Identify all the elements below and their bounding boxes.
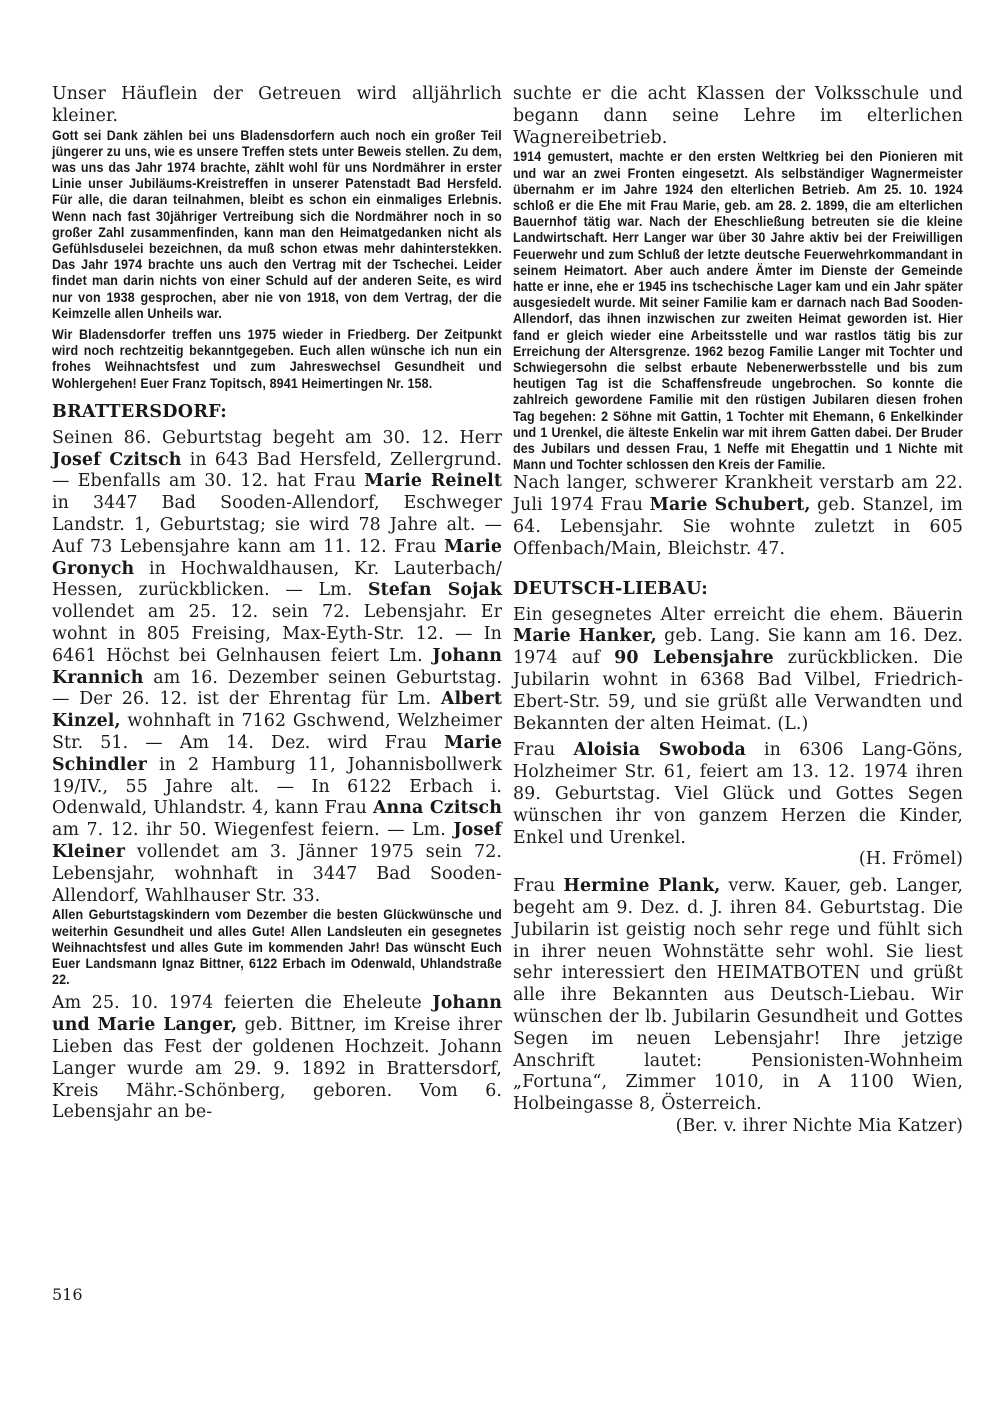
person-name: Marie Schindler xyxy=(52,733,502,775)
person-name: Marie Gronych xyxy=(52,536,502,579)
text: in 6306 Lang-Göns, Holzheimer Str. 61, feiert am 13. 12. 1974 ihren 89. Geburtstag. Viel Glück und Gottes Segen wünschen ihr von ganzem Herzen die Kinder, Enkel und Urenkel. xyxy=(513,740,963,848)
person-name: Stefan Sojak xyxy=(367,580,502,601)
biography-paragraph: 1914 gemustert, machte er den ersten Weltkrieg bei den Pionieren mit und war an zwei Fronten eingesetzt. Als selbständiger Wagnermeister übernahm er im Jahre 1924 den elterlichen Betrieb. Am 25. 10. 1924 schloß er die Ehe mit Frau Marie, geb. am 28. 2. 1899, die am elterlichen Bauernhof tätig war. Nach der Eheschließung betreuten sie die kleine Landwirtschaft. Herr Langer war über 30 Jahre aktiv bei der Freiwilligen Feuerwehr und zum Schluß der letzte deutsche Feuerwehrkommandant in seinem Heimatort. Aber auch andere Ämter im Dienste der Gemeinde hatte er inne, ehe er 1945 ins tschechische Lager kam und ein Jahr später ausgesiedelt wurde. Mit seiner Familie kam er darnach nach Bad Sooden-Allendorf, das ihnen inzwischen zur zweiten Heimat geworden ist. Hier fand er gleich wieder eine Arbeitsstelle und war rastlos tätig bis zur Erreichung der Altersgrenze. 1962 bezog Familie Langer mit Tochter und Schwiegersohn die selbst erbaute Nebenerwerbsstelle und bis zum heutigen Tag ist die Schaffensfreude ungebrochen. So konnte die zahlreich gewordene Familie mit den rüstigen Jubilaren diesen frohen Tag begehen: 2 Söhne mit Gattin, 1 Tochter mit Ehemann, 6 Enkelkinder und 1 Urenkel, die älteste Enkelin war mit ihrem Gatten dabei. Der Bruder des Jubilars und dessen Frau, 1 Neffe mit Ehegattin und 1 Nichte mit Mann und Tochter schlossen den Kreis der Familie. xyxy=(513,149,963,473)
person-name: Josef Czitsch xyxy=(52,449,182,470)
author-name: Topitsch, xyxy=(210,375,266,391)
person-name: Marie Reinelt xyxy=(364,471,502,492)
left-column xyxy=(52,84,502,1124)
text: Der Zeitpunkt wird noch rechtzeitig bekanntgegeben. Euch allen wünsche ich nun ein frohes Weihnachtsfest und zum Jahreswechsel Gesundheit und Wohlergehen! Euer Franz xyxy=(52,327,502,391)
text: in 2 Hamburg 11, Johannisbollwerk 19/IV., 55 Jahre alt. — In 6122 Erbach i. Odenwald, Uhlandstr. 4, kann Frau xyxy=(52,754,502,819)
text: am 16. Dezember seinen Geburtstag. — Der 26. 12. ist der Ehrentag für Lm. xyxy=(52,667,502,710)
text: Nach langer, schwerer Krankheit verstarb am 22. Juli 1974 Frau xyxy=(513,473,963,516)
text: in 3447 Bad Sooden-Allendorf, Eschweger Landstr. 1, Geburtstag; sie wird 78 Jahre alt. — Auf 73 Lebensjahre kann am 11. 12. Frau xyxy=(52,493,502,557)
text: in Hochwaldhausen, Kr. Lauterbach/ Hessen, zurückblicken. — Lm. xyxy=(52,558,502,601)
text: Wir Bladensdorfer treffen uns xyxy=(52,327,248,343)
page-number: 516 xyxy=(52,1285,83,1304)
bladensdorf-paragraph: Gott sei Dank zählen bei uns Bladensdorfern auch noch ein großer Teil jüngerer zu uns, wie es unsere Treffen stets unter Beweis stellen. Zu dem, was uns das Jahr 1974 brachte, zählt wohl für uns Nordmährer in erster Linie unser Jubiläums-Kreistreffen in unserer Patenstadt Bad Hersfeld. Für alle, die daran teilnahmen, bleibt es schon ein einmaliges Erlebnis. Wenn nach fast 30jähriger Vertreibung sich die Nordmährer noch in so großer Zahl zusammenfinden, kann man den Heimatgedanken nicht als Gefühlsduselei bezeichnen, da muß schon etwas mehr dahinterstekken. Das Jahr 1974 brachte uns auch den Vertrag mit der Tschechei. Leider findet man darin nichts von einer Schuld auf der anderen Seite, es wird nur von 1938 gesprochen, aber nie von 1918, von dem Vertrag, der die Keimzelle allen Unheils war. xyxy=(52,127,502,321)
intro-paragraph: Unser Häuflein der Getreuen wird alljährlich kleiner. xyxy=(52,84,502,126)
text: Allen Geburtstagskindern vom Dezember die besten Glückwünsche und weiterhin Gesundheit und alles Gute! Allen Landsleuten ein gesegnetes Weihnachtsfest und alles Gute im kommenden Jahr! Das wünscht Euch Euer Landsmann Ignaz xyxy=(52,907,502,971)
person-name: Johann Krannich xyxy=(52,645,502,688)
brattersdorf-birthdays-paragraph xyxy=(52,428,502,908)
text: am 7. 12. ihr 50. Wiegenfest feiern. — Lm. xyxy=(52,820,454,841)
text: vollendet am 3. Jänner 1975 sein 72. Lebensjahr, wohnhaft in 3447 Bad Sooden-Allendorf, Wahlhauser Str. 33. xyxy=(52,841,502,906)
hanker-paragraph xyxy=(513,605,963,736)
text: verw. Kauer, geb. Langer, begeht am 9. Dez. d. J. ihren 84. Geburtstag. Die Jubilarin ist geistig noch sehr rege und fühlt sich in ihrer neuen Wohnstätte sehr wohl. Sie liest sehr interessiert den HEIMATBOTEN und grüßt alle ihre Bekannten aus Deutsch-Liebau. Wir wünschen der lb. Jubilarin Gesundheit und Gottes Segen im neuen Lebensjahr! Ihre jetzige Anschrift lautet: Pensionisten-Wohnheim „Fortuna“, Zimmer 1010, in A 1100 Wien, Holbeingasse 8, Österreich. xyxy=(513,876,964,1115)
text: Seinen 86. Geburtstag begeht am 30. 12. Herr xyxy=(52,427,502,448)
text: wohnhaft in 7162 Gschwend, Welzheimer Str. 51. — Am 14. Dez. wird Frau xyxy=(52,711,502,753)
text: vollendet am 25. 12. sein 72. Lebensjahr. Er wohnt in 805 Freising, Max-Eyth-Str. 12. — In 6461 Höchst bei Gelnhausen feiert Lm. xyxy=(52,602,502,666)
age-highlight: 90 Lebensjahre xyxy=(614,648,774,669)
text: Frau xyxy=(513,876,564,897)
signature: (Ber. v. ihrer Nichte Mia Katzer) xyxy=(675,1115,963,1136)
text: Am 25. 10. 1974 feierten die Eheleute xyxy=(52,993,433,1014)
signature: (H. Frömel) xyxy=(858,849,963,870)
text: 8941 Heimertingen Nr. 158. xyxy=(265,375,433,391)
section-heading-brattersdorf: BRATTERSDORF: xyxy=(52,401,228,422)
bladensdorf-meeting-paragraph xyxy=(52,327,502,392)
section-heading-deutsch-liebau: DEUTSCH-LIEBAU: xyxy=(513,578,708,599)
text: Frau xyxy=(513,740,574,761)
text: 6122 Erbach im Odenwald, Uhlandstraße 22. xyxy=(52,955,502,988)
text: geb. Bittner, im Kreise ihrer Lieben das Fest der goldenen Hochzeit. Johann Langer wurde am 29. 9. 1892 in Brattersdorf, Kreis Mähr.-Schönberg, geboren. Vom 6. Lebensjahr an be- xyxy=(52,1015,502,1123)
person-name: Marie Hanker, xyxy=(513,626,657,647)
person-name: Albert Kinzel, xyxy=(52,689,502,732)
author-name: Bittner, xyxy=(199,955,244,971)
person-name: Josef Kleiner xyxy=(52,820,502,862)
text: zurückblicken. Die Jubilarin wohnt in 6368 Bad Vilbel, Friedrich-Ebert-Str. 59, und sie grüßt alle Verwandten und Bekannten der alten Heimat. (L.) xyxy=(513,648,963,734)
golden-wedding-paragraph xyxy=(52,993,502,1124)
text: geb. Stanzel, im 64. Lebensjahr. Sie wohnte zuletzt in 605 Offenbach/Main, Bleichstr. 47. xyxy=(513,495,963,559)
meeting-announcement: 1975 wieder in Friedberg. xyxy=(247,327,411,343)
person-name: Aloisia Swoboda xyxy=(573,740,746,761)
swoboda-paragraph xyxy=(513,740,963,849)
person-name: Marie Schubert, xyxy=(649,495,811,516)
person-name: Anna Czitsch xyxy=(372,798,502,819)
plank-paragraph xyxy=(513,876,963,1116)
greetings-paragraph xyxy=(52,907,502,988)
person-name: Hermine Plank, xyxy=(563,876,721,897)
right-column xyxy=(513,84,963,1138)
person-name: Johann und Marie Langer, xyxy=(52,993,502,1036)
obituary-paragraph xyxy=(513,473,963,560)
text: in 643 Bad Hersfeld, Zellergrund. — Ebenfalls am 30. 12. hat Frau xyxy=(52,449,502,492)
text: geb. Lang. Sie kann am 16. Dez. 1974 auf xyxy=(513,626,963,669)
continuation-paragraph: suchte er die acht Klassen der Volksschule und begann dann seine Lehre im elterlichen Wagnereibetrieb. xyxy=(513,84,963,148)
text: Ein gesegnetes Alter erreicht die ehem. Bäuerin xyxy=(513,604,963,625)
